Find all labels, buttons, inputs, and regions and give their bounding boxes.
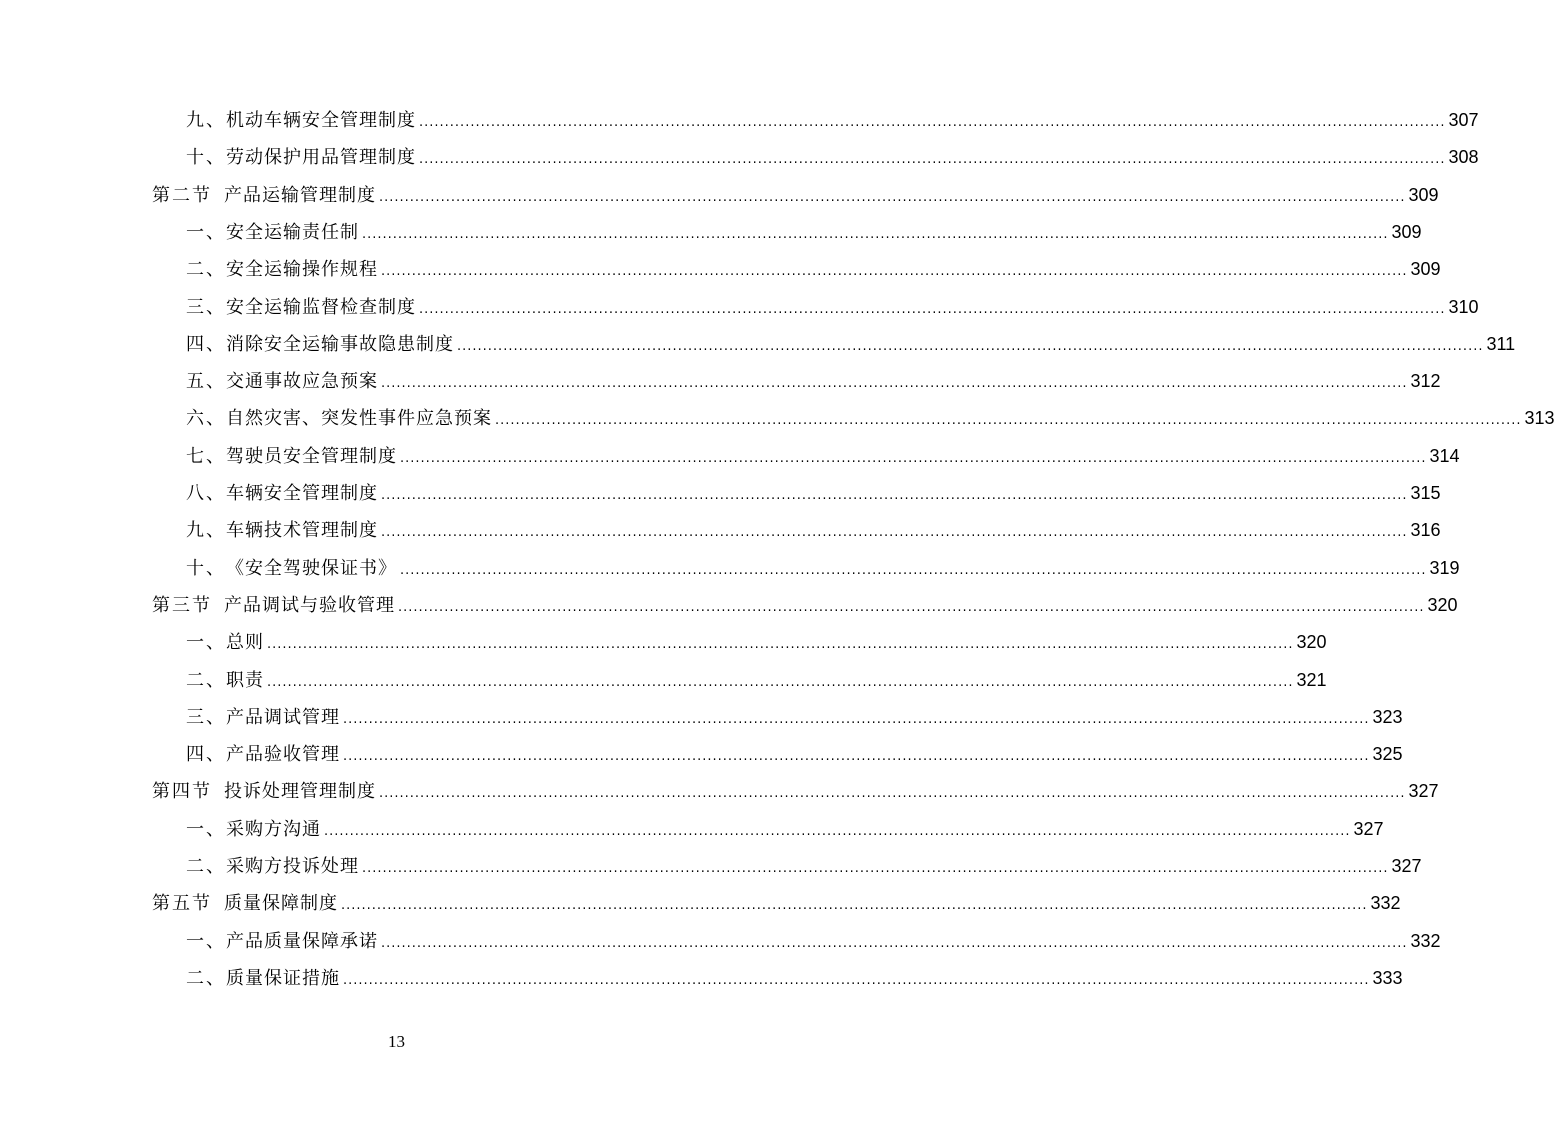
- dot-leader: ........................................................................................................................................................................................................: [343, 749, 1370, 765]
- toc-entry-number: 七、: [186, 445, 226, 467]
- dot-leader: ........................................................................................................................................................................................................: [379, 786, 1406, 802]
- dot-leader: ........................................................................................................................................................................................................: [400, 450, 1427, 466]
- toc-entry-number: 九、: [186, 520, 226, 542]
- dot-leader: ........................................................................................................................................................................................................: [362, 861, 1389, 876]
- toc-entry[interactable]: [186, 516, 1441, 544]
- toc-entry[interactable]: [186, 404, 1555, 432]
- toc-entry-page: 333: [1372, 967, 1403, 988]
- dot-leader: ........................................................................................................................................................................................................: [381, 264, 1408, 280]
- toc-entry-page: 312: [1410, 371, 1441, 392]
- dot-leader: ........................................................................................................................................................................................................: [419, 115, 1446, 130]
- toc-entry-number: 九、: [186, 110, 226, 131]
- toc-entry[interactable]: [186, 703, 1403, 731]
- toc-entry-title: 总则: [226, 632, 264, 654]
- dot-leader: ........................................................................................................................................................................................................: [398, 599, 1425, 615]
- toc-entry-page: 311: [1486, 333, 1516, 354]
- toc-entry-title: 质量保障制度: [224, 893, 338, 915]
- dot-leader: ........................................................................................................................................................................................................: [324, 823, 1351, 839]
- toc-entry-title: 安全运输责任制: [226, 221, 359, 243]
- toc-entry[interactable]: [186, 143, 1479, 171]
- toc-entry-number: 十、: [186, 147, 226, 169]
- toc-entry-title: 采购方投诉处理: [226, 856, 359, 877]
- toc-entry-number: 十、: [186, 557, 226, 579]
- toc-entry-title: 安全运输操作规程: [226, 259, 378, 281]
- toc-entry-number: 三、: [186, 296, 226, 318]
- toc-entry[interactable]: [186, 293, 1479, 321]
- toc-entry-title: 车辆安全管理制度: [226, 483, 378, 504]
- toc-entry[interactable]: [186, 740, 1403, 768]
- dot-leader: ........................................................................................................................................................................................................: [267, 637, 1294, 653]
- toc-entry-page: 320: [1427, 594, 1458, 615]
- toc-entry-number: 二、: [186, 856, 226, 877]
- toc-entry-title: 劳动保护用品管理制度: [226, 147, 416, 169]
- dot-leader: ........................................................................................................................................................................................................: [381, 488, 1408, 503]
- toc-entry-number: 第四节: [152, 781, 212, 803]
- toc-entry-title: 消除安全运输事故隐患制度: [226, 333, 454, 355]
- toc-entry-number: 八、: [186, 483, 226, 504]
- dot-leader: ........................................................................................................................................................................................................: [343, 972, 1370, 988]
- toc-entry[interactable]: [186, 255, 1441, 283]
- dot-leader: ........................................................................................................................................................................................................: [381, 376, 1408, 392]
- toc-entry-page: 309: [1408, 184, 1439, 205]
- toc-entry-title: 产品运输管理制度: [224, 184, 376, 206]
- page-number: 13: [388, 1032, 405, 1051]
- toc-entry-number: 一、: [186, 221, 226, 243]
- toc-entry-page: 332: [1410, 930, 1441, 951]
- toc-entry-title: 产品调试与验收管理: [224, 594, 395, 616]
- toc-entry-title: 质量保证措施: [226, 967, 340, 989]
- toc-entry-page: 316: [1410, 520, 1441, 541]
- toc-entry-number: 一、: [186, 818, 226, 840]
- toc-entry-page: 323: [1372, 706, 1403, 727]
- toc-entry-number: 三、: [186, 706, 226, 728]
- toc-entry-page: 308: [1448, 147, 1479, 168]
- dot-leader: ........................................................................................................................................................................................................: [381, 935, 1408, 951]
- toc-entry[interactable]: [186, 815, 1384, 843]
- dot-leader: ........................................................................................................................................................................................................: [267, 674, 1294, 690]
- toc-entry-page: 327: [1353, 818, 1384, 839]
- toc-entry-title: 交通事故应急预案: [226, 371, 378, 393]
- toc-entry-title: 《安全驾驶保证书》: [226, 557, 397, 579]
- toc-entry-number: 二、: [186, 967, 226, 989]
- toc-entry-number: 第二节: [152, 184, 212, 206]
- toc-entry-number: 二、: [186, 259, 226, 281]
- toc-entry[interactable]: [186, 628, 1327, 656]
- toc-entry[interactable]: [186, 367, 1441, 395]
- dot-leader: ........................................................................................................................................................................................................: [343, 711, 1370, 727]
- toc-entry-title: 采购方沟通: [226, 818, 321, 840]
- toc-entry[interactable]: [186, 666, 1327, 694]
- toc-entry-page: 310: [1448, 296, 1479, 317]
- toc-entry-page: 309: [1410, 259, 1441, 280]
- toc-entry[interactable]: [186, 927, 1441, 955]
- dot-leader: ........................................................................................................................................................................................................: [400, 562, 1427, 578]
- toc-entry-title: 自然灾害、突发性事件应急预案: [226, 408, 492, 430]
- toc-entry-number: 第五节: [152, 893, 212, 915]
- dot-leader: ........................................................................................................................................................................................................: [341, 898, 1368, 914]
- toc-entry-number: 四、: [186, 333, 226, 355]
- toc-entry-page: 315: [1410, 483, 1441, 503]
- toc-entry[interactable]: [186, 106, 1479, 134]
- toc-entry-page: 309: [1391, 221, 1422, 242]
- toc-entry-page: 320: [1296, 632, 1327, 653]
- dot-leader: ........................................................................................................................................................................................................: [379, 189, 1406, 205]
- toc-entry[interactable]: [186, 964, 1403, 992]
- toc-entry-title: 投诉处理管理制度: [224, 781, 376, 803]
- toc-entry-page: 319: [1429, 557, 1460, 578]
- toc-entry-page: 327: [1408, 781, 1439, 802]
- dot-leader: ........................................................................................................................................................................................................: [457, 338, 1484, 354]
- dot-leader: ........................................................................................................................................................................................................: [495, 413, 1522, 429]
- toc-entry[interactable]: [186, 479, 1441, 507]
- dot-leader: ........................................................................................................................................................................................................: [381, 525, 1408, 541]
- toc-entry-title: 产品验收管理: [226, 744, 340, 766]
- toc-entry-number: 四、: [186, 744, 226, 766]
- toc-entry-title: 产品调试管理: [226, 706, 340, 728]
- dot-leader: ........................................................................................................................................................................................................: [419, 301, 1446, 317]
- toc-entry[interactable]: [186, 218, 1422, 246]
- toc-entry-title: 安全运输监督检查制度: [226, 296, 416, 318]
- toc-entry-title: 驾驶员安全管理制度: [226, 445, 397, 467]
- toc-entry-page: 321: [1296, 669, 1327, 690]
- toc-entry-page: 314: [1429, 445, 1460, 466]
- toc-entry-title: 车辆技术管理制度: [226, 520, 378, 542]
- toc-entry[interactable]: [152, 591, 1458, 619]
- toc-entry[interactable]: [186, 330, 1516, 358]
- toc-entry-page: 307: [1448, 110, 1479, 130]
- dot-leader: ........................................................................................................................................................................................................: [419, 152, 1446, 168]
- toc-entry[interactable]: [186, 554, 1460, 582]
- toc-entry-page: 313: [1524, 408, 1555, 429]
- toc-entry-number: 六、: [186, 408, 226, 430]
- toc-entry-number: 一、: [186, 632, 226, 654]
- toc-entry[interactable]: [186, 852, 1422, 880]
- toc-entry[interactable]: [152, 889, 1401, 917]
- toc-entry-number: 五、: [186, 371, 226, 393]
- toc-entry-page: 327: [1391, 856, 1422, 876]
- toc-entry-number: 第三节: [152, 594, 212, 616]
- toc-entry-page: 325: [1372, 744, 1403, 765]
- toc-entry[interactable]: [152, 777, 1439, 805]
- toc-entry[interactable]: [152, 181, 1439, 209]
- toc-entry-title: 产品质量保障承诺: [226, 930, 378, 952]
- toc-entry-page: 332: [1370, 893, 1401, 914]
- toc-entry-number: 二、: [186, 669, 226, 691]
- toc-entry-number: 一、: [186, 930, 226, 952]
- toc-entry[interactable]: [186, 442, 1460, 470]
- toc-entry-title: 机动车辆安全管理制度: [226, 110, 416, 131]
- dot-leader: ........................................................................................................................................................................................................: [362, 226, 1389, 242]
- toc-entry-title: 职责: [226, 669, 264, 691]
